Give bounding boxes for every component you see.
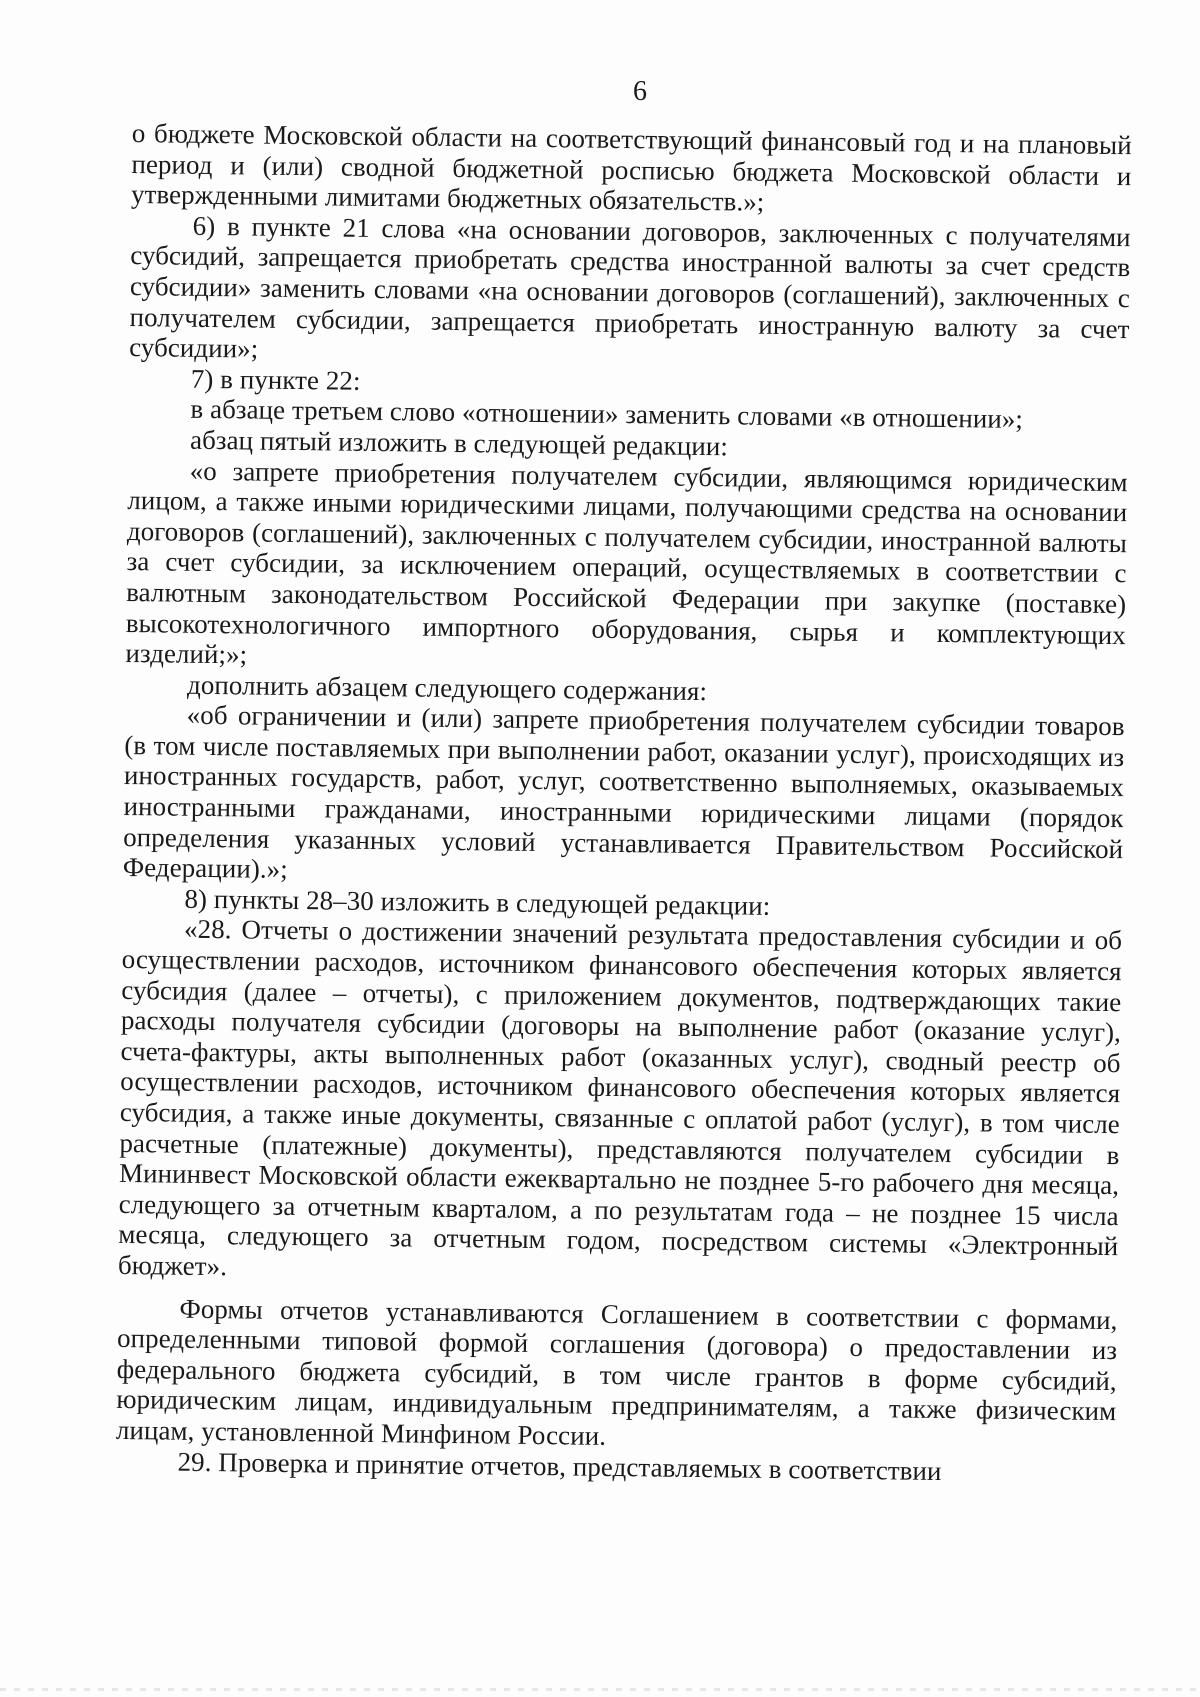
paragraph: 6) в пункте 21 слова «на основании договоров, заключенных с получателями субсидий, запрещается приобретать средства иностранной валюты за счет средств субсидии» заменить словами «на основании договоров (соглашений), заключенных с получателем субсидии, запрещается приобретать иностранную валюту за счет субсидии»;: [129, 210, 1131, 364]
paragraph: «об ограничении и (или) запрете приобретения получателем субсидии товаров (в том числе поставляемых при выполнении работ, оказании услуг), происходящих из иностранных государств, работ, услуг, соответственно выполняемых, оказываемых иностранными гражданами, иностранными юридическими лицами (порядок определения указанных условий устанавливается Правительством Российской Федерации).»;: [122, 699, 1125, 885]
document-body: [115, 118, 1132, 1488]
paragraph: 8) пункты 28–30 изложить в следующей редакции:: [184, 883, 771, 921]
paragraph: «о запрете приобретения получателем субсидии, являющимся юридическим лицом, а также иными юридическими лицами, получающими средства на основании договоров (соглашений), заключенных с получателем субсидии, иностранной валюты за счет субсидии, за исключением операций, осуществляемых в соответствии с валютным законодательством Российской Федерации при закупке (поставке) высокотехнологичного импортного оборудования, сырья и комплектующих изделий;»;: [125, 455, 1128, 670]
paragraph: в абзаце третьем слово «отношении» заменить словами «в отношении»;: [190, 394, 1024, 435]
paragraph: «28. Отчеты о достижении значений результата предоставления субсидии и об осуществлении расходов, источником финансового обеспечения которых является субсидия (далее – отчеты), с приложением документов, подтверждающих такие расходы получателя субсидии (договоры на выполнение работ (оказание услуг), счета-фактуры, акты выполненных работ (оказанных услуг), сводный реестр об осуществлении расходов, источником финансового обеспечения которых является субсидия, а также иные документы, связанные с оплатой работ (услуг), в том числе расчетные (платежные) документы), представляются получателем субсидии в Мининвест Московской области ежеквартально не позднее 5-го рабочего дня месяца, следующего за отчетным кварталом, а по результатам года – не позднее 15 числа месяца, следующего за отчетным годом, посредством системы «Электронный бюджет».: [117, 914, 1123, 1282]
paragraph: абзац пятый изложить в следующей редакции:: [189, 424, 729, 462]
paragraph: дополнить абзацем следующего содержания:: [186, 669, 708, 706]
scan-artifact-line: [0, 1688, 1200, 1691]
paragraph: 29. Проверка и принятие отчетов, представляемых в соответствии: [177, 1446, 942, 1486]
paragraph: Формы отчетов устанавливаются Соглашением в соответствии с формами, определенными типовой формой соглашения (договора) о предоставлении из федерального бюджета субсидий, в том числе грантов в форме субсидий, юридическим лицам, индивидуальным предпринимателям, а также физическим лицам, установленной Минфином России.: [115, 1293, 1118, 1451]
paragraph: 7) в пункте 22:: [190, 363, 361, 396]
page-number: 6: [633, 76, 647, 107]
paragraph: о бюджете Московской области на соответствующий финансовый год и на плановый период и (или) сводной бюджетной росписью бюджета Московской области и утвержденными лимитами бюджетных обязательств.»;: [130, 118, 1132, 217]
